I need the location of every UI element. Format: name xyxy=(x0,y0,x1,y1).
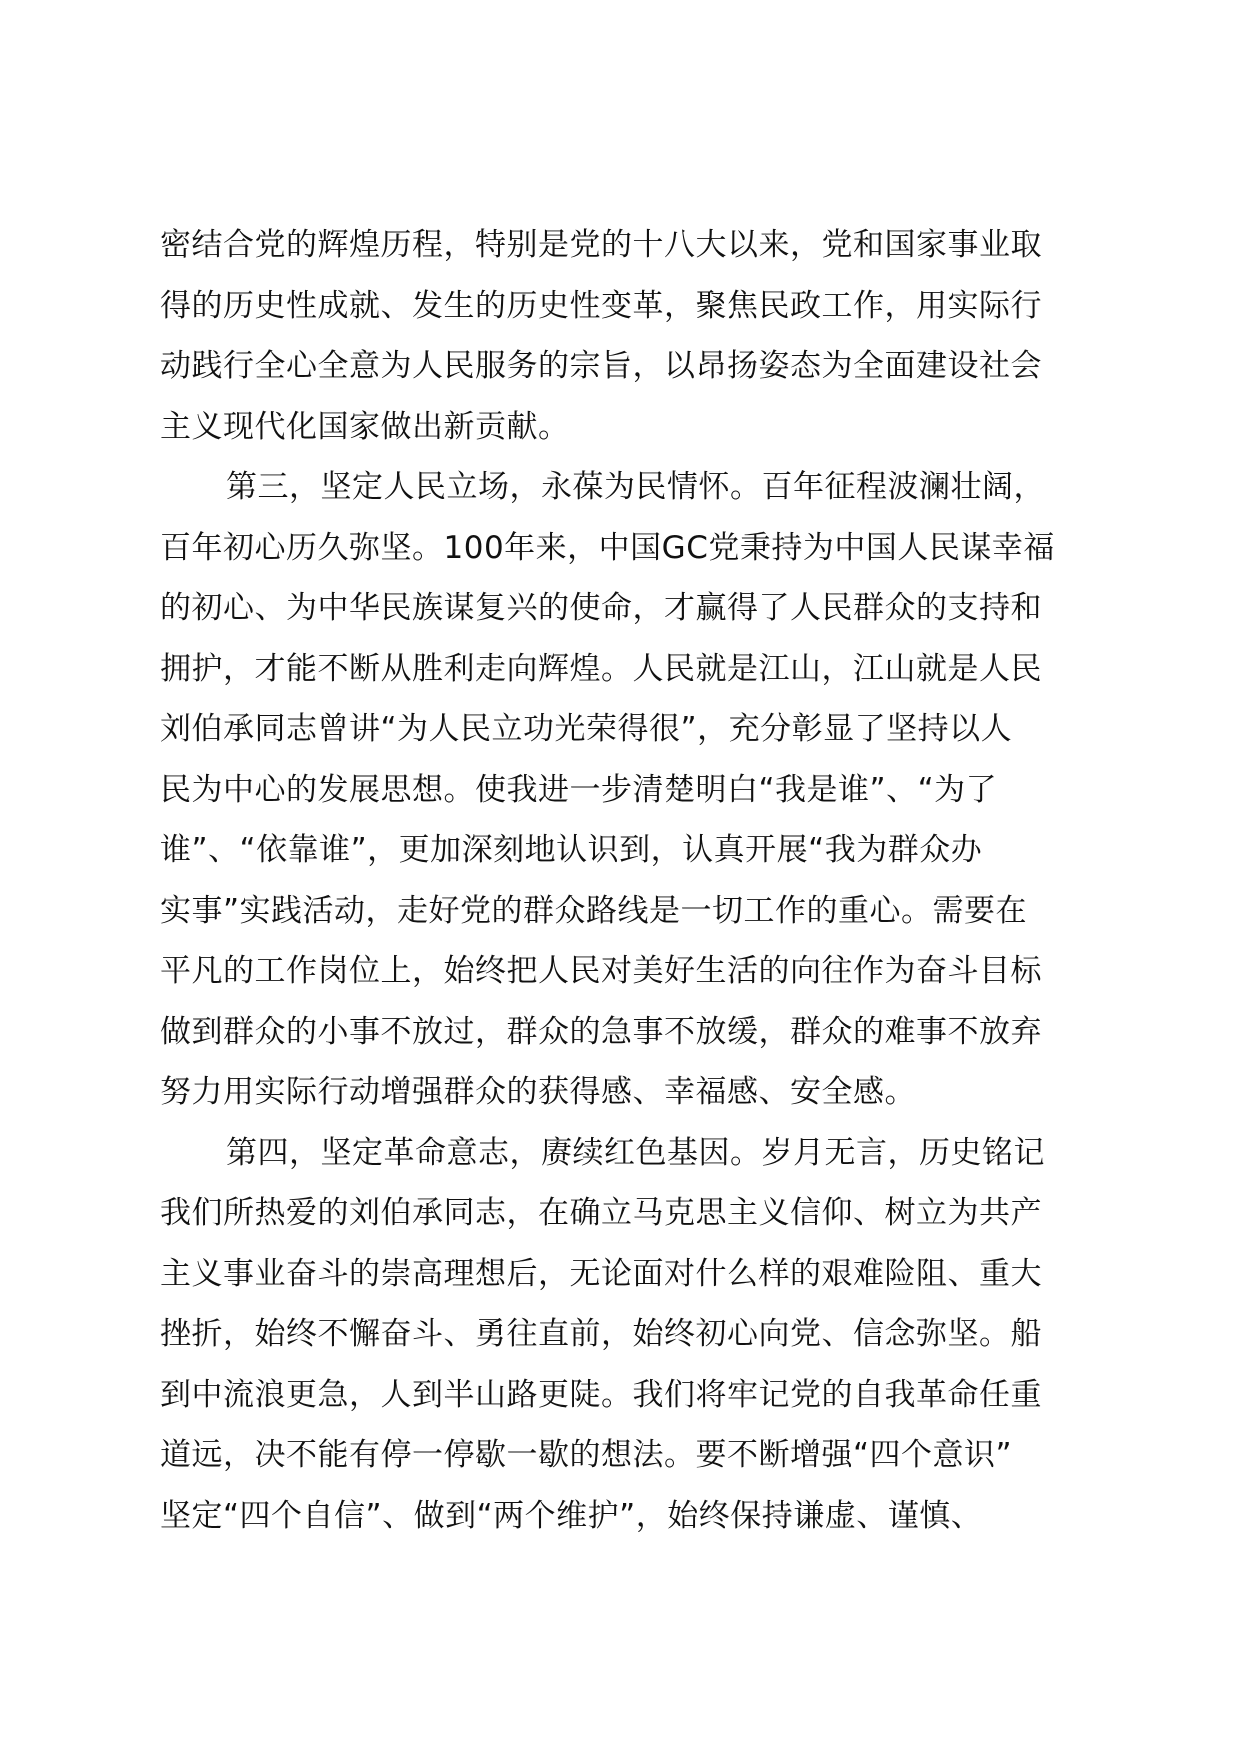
paragraph-start-line: 第三，坚定人民立场，永葆为民情怀。百年征程波澜壮阔， xyxy=(226,469,1045,505)
text-line: 坚定“四个自信”、做到“两个维护”，始终保持谦虚、谨慎、 xyxy=(160,1497,983,1534)
text-line: 做到群众的小事不放过，群众的急事不放缓，群众的难事不放弃 xyxy=(160,1013,1042,1050)
body-text xyxy=(160,215,1120,1546)
text-line: 民为中心的发展思想。使我进一步清楚明白“我是谁”、“为了 xyxy=(160,771,998,808)
text-line: 努力用实际行动增强群众的获得感、幸福感、安全感。 xyxy=(160,1074,916,1110)
text-line: 实事”实践活动，走好党的群众路线是一切工作的重心。需要在 xyxy=(160,892,1028,929)
text-line: 主义事业奋斗的崇高理想后，无论面对什么样的艰难险阻、重大 xyxy=(160,1255,1042,1292)
text-line: 百年初心历久弥坚。100年来，中国GC党秉持为中国人民谋幸福 xyxy=(160,529,1055,566)
text-line: 得的历史性成就、发生的历史性变革，聚焦民政工作，用实际行 xyxy=(160,287,1042,324)
text-line: 主义现代化国家做出新贡献。 xyxy=(160,408,570,445)
text-line: 刘伯承同志曾讲“为人民立功光荣得很”，充分彰显了坚持以人 xyxy=(160,711,1013,747)
text-line: 平凡的工作岗位上，始终把人民对美好生活的向往作为奋斗目标 xyxy=(160,953,1042,989)
text-line: 拥护，才能不断从胜利走向辉煌。人民就是江山，江山就是人民 xyxy=(160,650,1042,687)
text-line: 的初心、为中华民族谋复兴的使命，才赢得了人民群众的支持和 xyxy=(160,590,1042,626)
text-line: 挫折，始终不懈奋斗、勇往直前，始终初心向党、信念弥坚。船 xyxy=(160,1316,1042,1352)
text-line: 我们所热爱的刘伯承同志，在确立马克思主义信仰、树立为共产 xyxy=(160,1195,1042,1231)
text-line: 谁”、“依靠谁”，更加深刻地认识到，认真开展“我为群众办 xyxy=(160,832,983,868)
text-line: 密结合党的辉煌历程，特别是党的十八大以来，党和国家事业取 xyxy=(160,227,1042,263)
text-line: 到中流浪更急，人到半山路更陡。我们将牢记党的自我革命任重 xyxy=(160,1376,1042,1413)
text-line: 动践行全心全意为人民服务的宗旨，以昂扬姿态为全面建设社会 xyxy=(160,348,1042,384)
paragraph-start-line: 第四，坚定革命意志，赓续红色基因。岁月无言，历史铭记 xyxy=(226,1134,1045,1171)
text-line: 道远，决不能有停一停歇一歇的想法。要不断增强“四个意识” xyxy=(160,1437,1013,1473)
